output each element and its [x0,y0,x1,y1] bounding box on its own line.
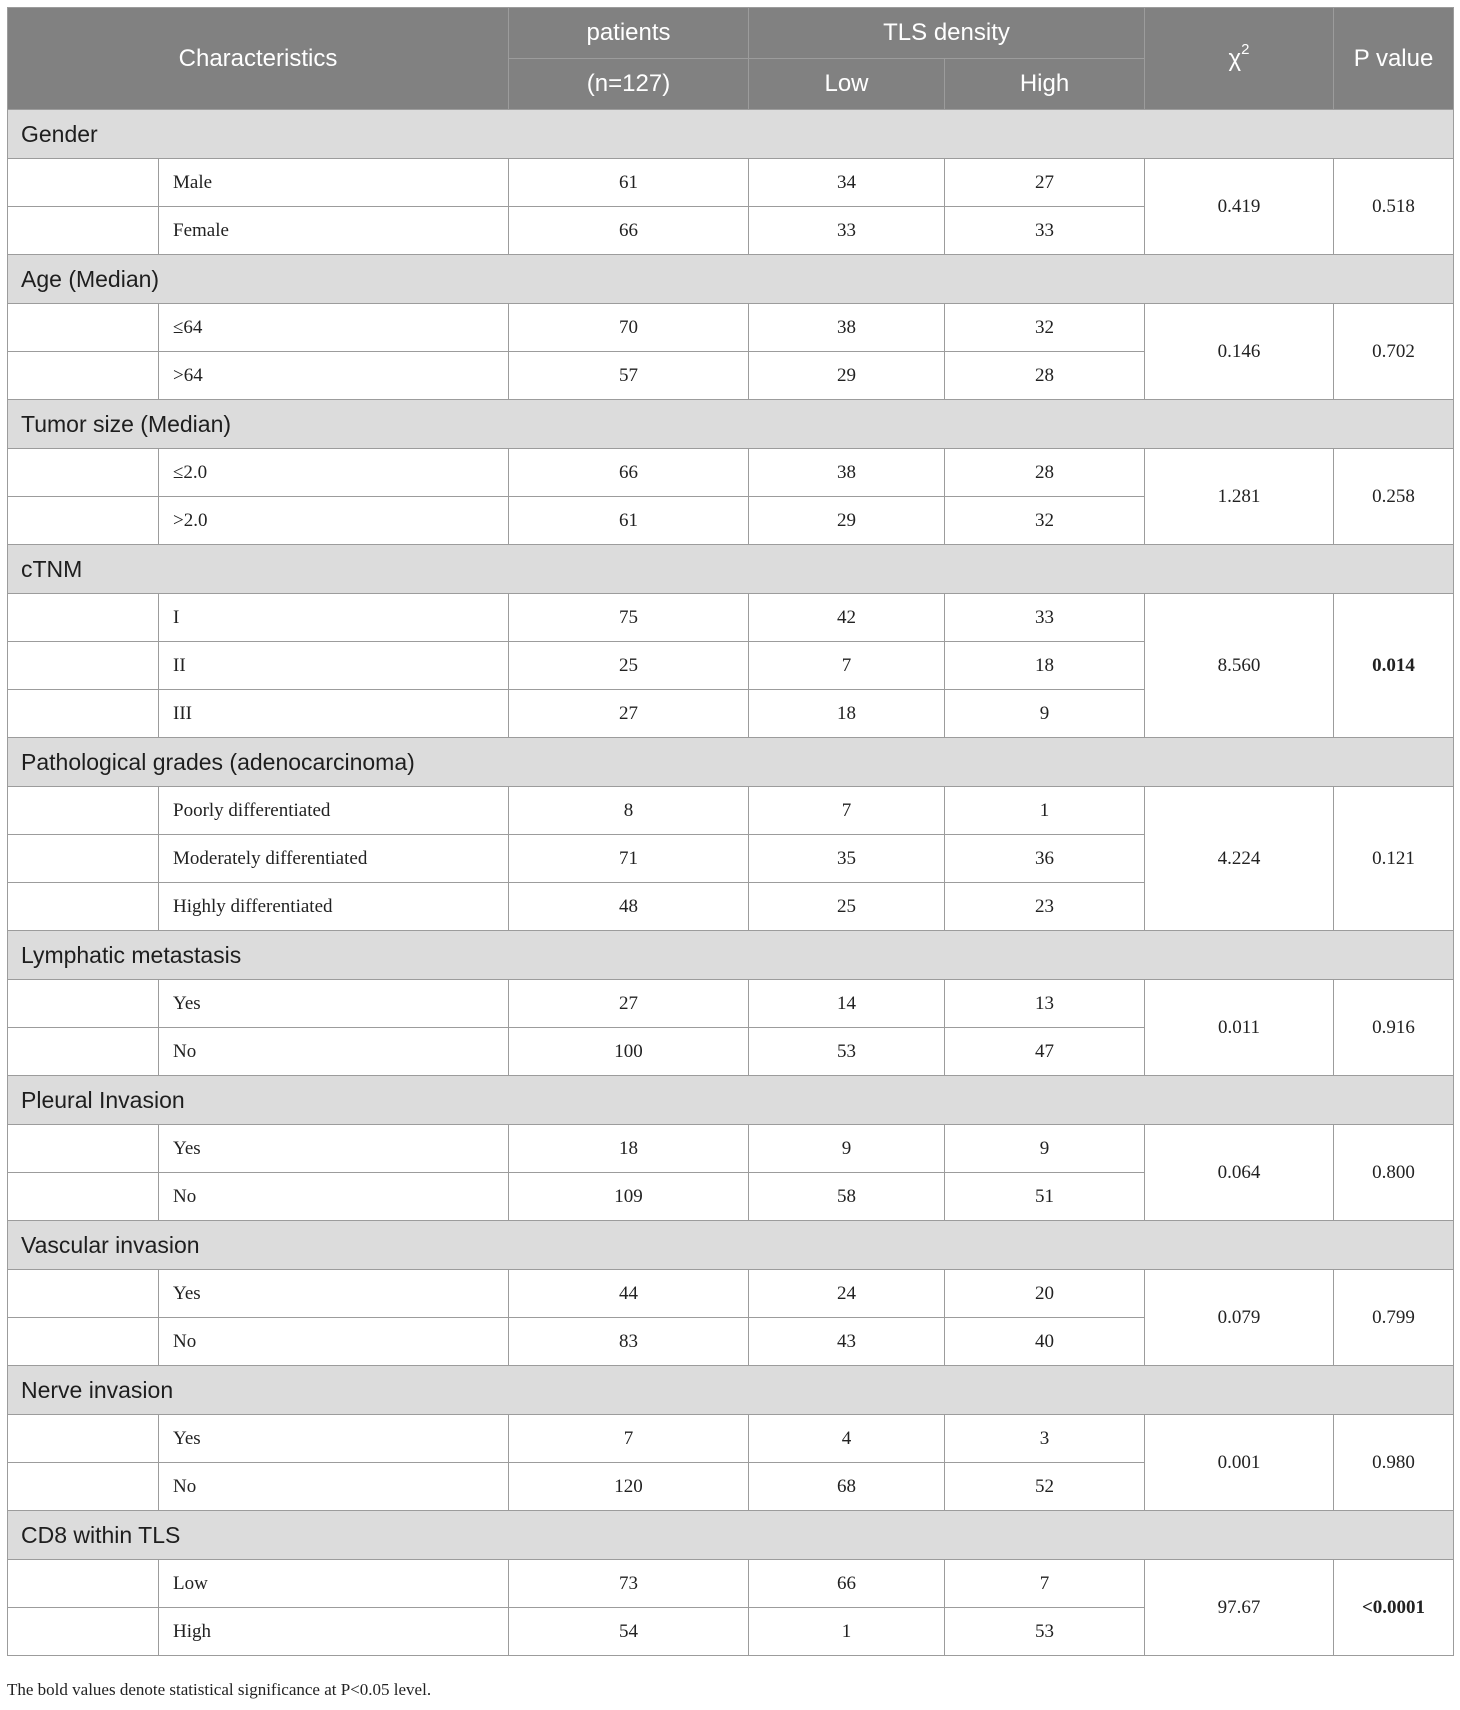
tls-high-count: 47 [945,1028,1145,1076]
tls-low-count: 29 [749,497,945,545]
group-title: Lymphatic metastasis [8,931,1454,980]
row-label: No [159,1318,509,1366]
indent-cell [8,1173,159,1221]
row-label: Yes [159,1270,509,1318]
tls-high-count: 40 [945,1318,1145,1366]
row-label: No [159,1463,509,1511]
header-chi-square [1145,8,1334,110]
indent-cell [8,497,159,545]
group-title: Gender [8,110,1454,159]
patients-count: 73 [509,1560,749,1608]
p-value: <0.0001 [1334,1560,1454,1656]
chi-square-value: 97.67 [1145,1560,1334,1656]
tls-high-count: 27 [945,159,1145,207]
tls-high-count: 20 [945,1270,1145,1318]
p-value: 0.121 [1334,787,1454,931]
row-label: III [159,690,509,738]
indent-cell [8,304,159,352]
chi-square-value: 0.001 [1145,1415,1334,1511]
table-row [8,449,1454,497]
indent-cell [8,1608,159,1656]
row-label: Poorly differentiated [159,787,509,835]
header-chi-symbol: χ [1228,45,1242,72]
patients-count: 66 [509,207,749,255]
group-header-row [8,400,1454,449]
chi-square-value: 0.419 [1145,159,1334,255]
tls-high-count: 52 [945,1463,1145,1511]
indent-cell [8,835,159,883]
table-footnote: The bold values denote statistical significance at P<0.05 level. [7,1680,432,1699]
row-label: Moderately differentiated [159,835,509,883]
patients-count: 7 [509,1415,749,1463]
table-header [8,8,1454,110]
header-patients: patients [509,8,749,59]
row-label: Yes [159,1415,509,1463]
row-label: ≤2.0 [159,449,509,497]
header-patients-n: (n=127) [509,59,749,110]
tls-low-count: 58 [749,1173,945,1221]
group-title: Vascular invasion [8,1221,1454,1270]
table-row [8,159,1454,207]
table-row [8,980,1454,1028]
p-value: 0.799 [1334,1270,1454,1366]
row-label: Female [159,207,509,255]
indent-cell [8,207,159,255]
patients-count: 75 [509,594,749,642]
indent-cell [8,642,159,690]
indent-cell [8,1028,159,1076]
chi-square-value: 0.011 [1145,980,1334,1076]
tls-high-count: 33 [945,207,1145,255]
tls-low-count: 68 [749,1463,945,1511]
row-label: Low [159,1560,509,1608]
tls-high-count: 13 [945,980,1145,1028]
row-label: Highly differentiated [159,883,509,931]
tls-low-count: 42 [749,594,945,642]
row-label: Yes [159,1125,509,1173]
row-label: II [159,642,509,690]
group-header-row [8,1511,1454,1560]
row-label: I [159,594,509,642]
tls-low-count: 24 [749,1270,945,1318]
header-tls-density: TLS density [749,8,1145,59]
p-value: 0.702 [1334,304,1454,400]
chi-square-value: 4.224 [1145,787,1334,931]
tls-low-count: 1 [749,1608,945,1656]
p-value: 0.800 [1334,1125,1454,1221]
patients-count: 54 [509,1608,749,1656]
row-label: Yes [159,980,509,1028]
tls-high-count: 32 [945,304,1145,352]
indent-cell [8,1560,159,1608]
tls-low-count: 18 [749,690,945,738]
tls-low-count: 38 [749,304,945,352]
group-header-row [8,1076,1454,1125]
indent-cell [8,1125,159,1173]
tls-low-count: 43 [749,1318,945,1366]
tls-high-count: 23 [945,883,1145,931]
tls-low-count: 4 [749,1415,945,1463]
row-label: >64 [159,352,509,400]
tls-high-count: 53 [945,1608,1145,1656]
p-value: 0.258 [1334,449,1454,545]
tls-high-count: 32 [945,497,1145,545]
indent-cell [8,1270,159,1318]
tls-low-count: 14 [749,980,945,1028]
group-header-row [8,1221,1454,1270]
row-label: No [159,1028,509,1076]
tls-high-count: 33 [945,594,1145,642]
table-row [8,1560,1454,1608]
table-row [8,1270,1454,1318]
patients-count: 18 [509,1125,749,1173]
patients-count: 61 [509,159,749,207]
characteristics-table [7,7,1454,1656]
row-label: ≤64 [159,304,509,352]
patients-count: 27 [509,690,749,738]
tls-low-count: 34 [749,159,945,207]
group-header-row [8,110,1454,159]
patients-count: 61 [509,497,749,545]
group-header-row [8,255,1454,304]
tls-low-count: 66 [749,1560,945,1608]
patients-count: 70 [509,304,749,352]
row-label: High [159,1608,509,1656]
header-characteristics: Characteristics [8,8,509,110]
indent-cell [8,594,159,642]
group-title: CD8 within TLS [8,1511,1454,1560]
table-row [8,1125,1454,1173]
tls-high-count: 18 [945,642,1145,690]
group-header-row [8,738,1454,787]
patients-count: 48 [509,883,749,931]
patients-count: 44 [509,1270,749,1318]
table-row [8,1415,1454,1463]
patients-count: 66 [509,449,749,497]
indent-cell [8,449,159,497]
patients-count: 100 [509,1028,749,1076]
patients-count: 120 [509,1463,749,1511]
table-body [8,110,1454,1656]
header-chi-superscript: 2 [1241,41,1250,58]
group-title: cTNM [8,545,1454,594]
patients-count: 83 [509,1318,749,1366]
tls-low-count: 7 [749,642,945,690]
tls-high-count: 28 [945,449,1145,497]
indent-cell [8,1463,159,1511]
group-header-row [8,545,1454,594]
patients-count: 71 [509,835,749,883]
indent-cell [8,787,159,835]
group-title: Pathological grades (adenocarcinoma) [8,738,1454,787]
patients-count: 109 [509,1173,749,1221]
tls-low-count: 53 [749,1028,945,1076]
p-value: 0.980 [1334,1415,1454,1511]
group-header-row [8,931,1454,980]
row-label: No [159,1173,509,1221]
indent-cell [8,1415,159,1463]
chi-square-value: 8.560 [1145,594,1334,738]
header-p-value: P value [1334,8,1454,110]
indent-cell [8,690,159,738]
tls-low-count: 33 [749,207,945,255]
patients-count: 8 [509,787,749,835]
tls-low-count: 38 [749,449,945,497]
indent-cell [8,159,159,207]
chi-square-value: 1.281 [1145,449,1334,545]
indent-cell [8,1318,159,1366]
p-value: 0.518 [1334,159,1454,255]
group-header-row [8,1366,1454,1415]
p-value: 0.916 [1334,980,1454,1076]
tls-high-count: 51 [945,1173,1145,1221]
indent-cell [8,980,159,1028]
indent-cell [8,352,159,400]
tls-high-count: 1 [945,787,1145,835]
tls-high-count: 36 [945,835,1145,883]
group-title: Tumor size (Median) [8,400,1454,449]
table-row [8,594,1454,642]
tls-low-count: 9 [749,1125,945,1173]
header-high: High [945,59,1145,110]
group-title: Age (Median) [8,255,1454,304]
table-row [8,304,1454,352]
tls-low-count: 29 [749,352,945,400]
tls-high-count: 9 [945,690,1145,738]
tls-high-count: 9 [945,1125,1145,1173]
tls-low-count: 35 [749,835,945,883]
p-value: 0.014 [1334,594,1454,738]
tls-high-count: 28 [945,352,1145,400]
patients-count: 27 [509,980,749,1028]
row-label: >2.0 [159,497,509,545]
patients-count: 25 [509,642,749,690]
chi-square-value: 0.064 [1145,1125,1334,1221]
chi-square-value: 0.079 [1145,1270,1334,1366]
tls-low-count: 7 [749,787,945,835]
patients-count: 57 [509,352,749,400]
chi-square-value: 0.146 [1145,304,1334,400]
group-title: Nerve invasion [8,1366,1454,1415]
tls-high-count: 7 [945,1560,1145,1608]
group-title: Pleural Invasion [8,1076,1454,1125]
row-label: Male [159,159,509,207]
indent-cell [8,883,159,931]
tls-high-count: 3 [945,1415,1145,1463]
header-low: Low [749,59,945,110]
table-row [8,787,1454,835]
tls-low-count: 25 [749,883,945,931]
